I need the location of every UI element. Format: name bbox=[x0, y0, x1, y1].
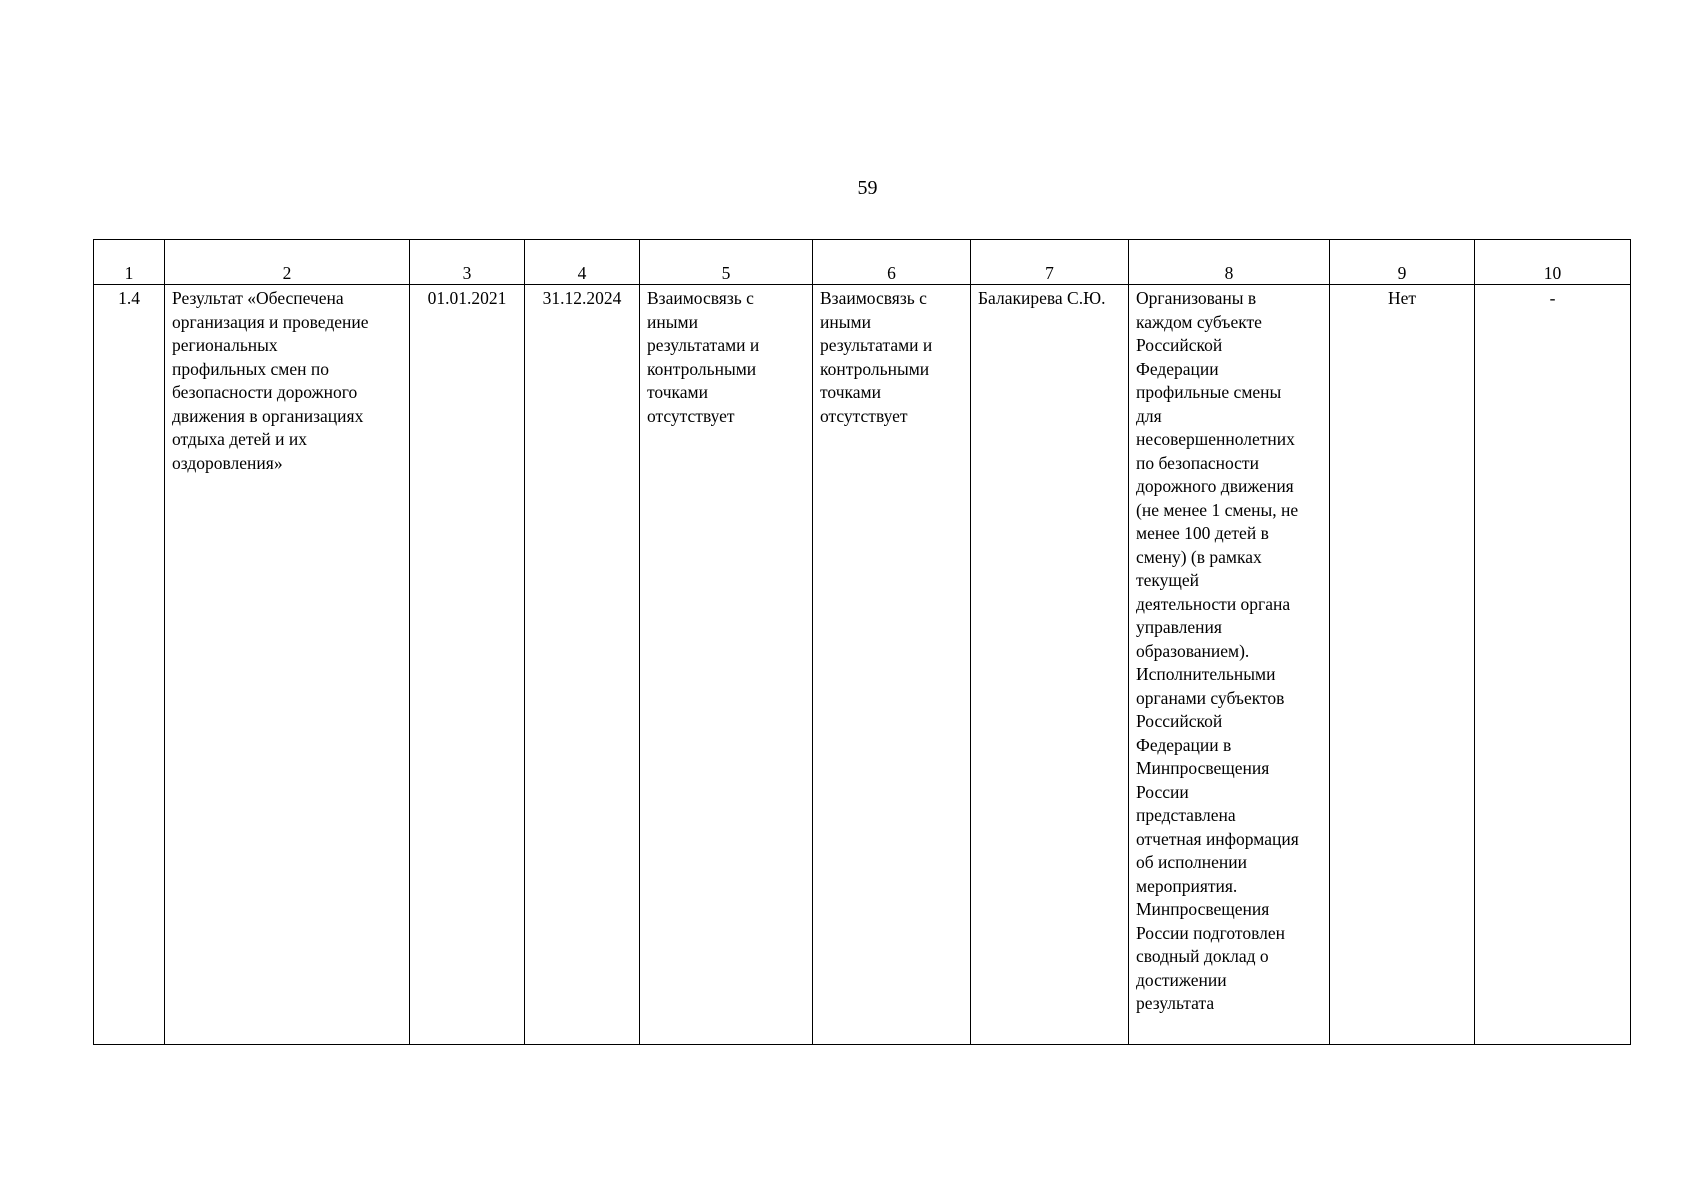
column-number-7: 7 bbox=[971, 240, 1129, 285]
relation-cell-6: Взаимосвязь с иными результатами и контрольными точками отсутствует bbox=[813, 285, 971, 1045]
column-number-10: 10 bbox=[1475, 240, 1631, 285]
start-date-cell: 01.01.2021 bbox=[410, 285, 525, 1045]
column-number-4: 4 bbox=[525, 240, 640, 285]
description-cell: Организованы в каждом субъекте Российской Федерации профильные смены для несовершеннолетних по безопасности дорожного движения (не менее 1 смены, не менее 100 детей в смену) (в рамках текущей деятельности органа управления образованием). Исполнительными органами субъектов Российской Федерации в Минпросвещения России представлена отчетная информация об исполнении мероприятия. Минпросвещения России подготовлен сводный доклад о достижении результата bbox=[1129, 285, 1330, 1045]
relation-cell-5: Взаимосвязь с иными результатами и контрольными точками отсутствует bbox=[640, 285, 813, 1045]
page-number: 59 bbox=[857, 177, 878, 199]
column-number-8: 8 bbox=[1129, 240, 1330, 285]
column-number-5: 5 bbox=[640, 240, 813, 285]
table-row bbox=[94, 285, 1631, 1045]
column-number-1: 1 bbox=[94, 240, 165, 285]
column-number-6: 6 bbox=[813, 240, 971, 285]
column-number-3: 3 bbox=[410, 240, 525, 285]
results-table bbox=[93, 239, 1631, 1045]
note-cell: - bbox=[1475, 285, 1631, 1045]
responsible-person-cell: Балакирева С.Ю. bbox=[971, 285, 1129, 1045]
column-number-row bbox=[94, 240, 1631, 285]
end-date-cell: 31.12.2024 bbox=[525, 285, 640, 1045]
result-name-cell: Результат «Обеспечена организация и проведение региональных профильных смен по безопасности дорожного движения в организациях отдыха детей и их оздоровления» bbox=[165, 285, 410, 1045]
flag-cell: Нет bbox=[1330, 285, 1475, 1045]
column-number-9: 9 bbox=[1330, 240, 1475, 285]
column-number-2: 2 bbox=[165, 240, 410, 285]
row-number-cell: 1.4 bbox=[94, 285, 165, 1045]
